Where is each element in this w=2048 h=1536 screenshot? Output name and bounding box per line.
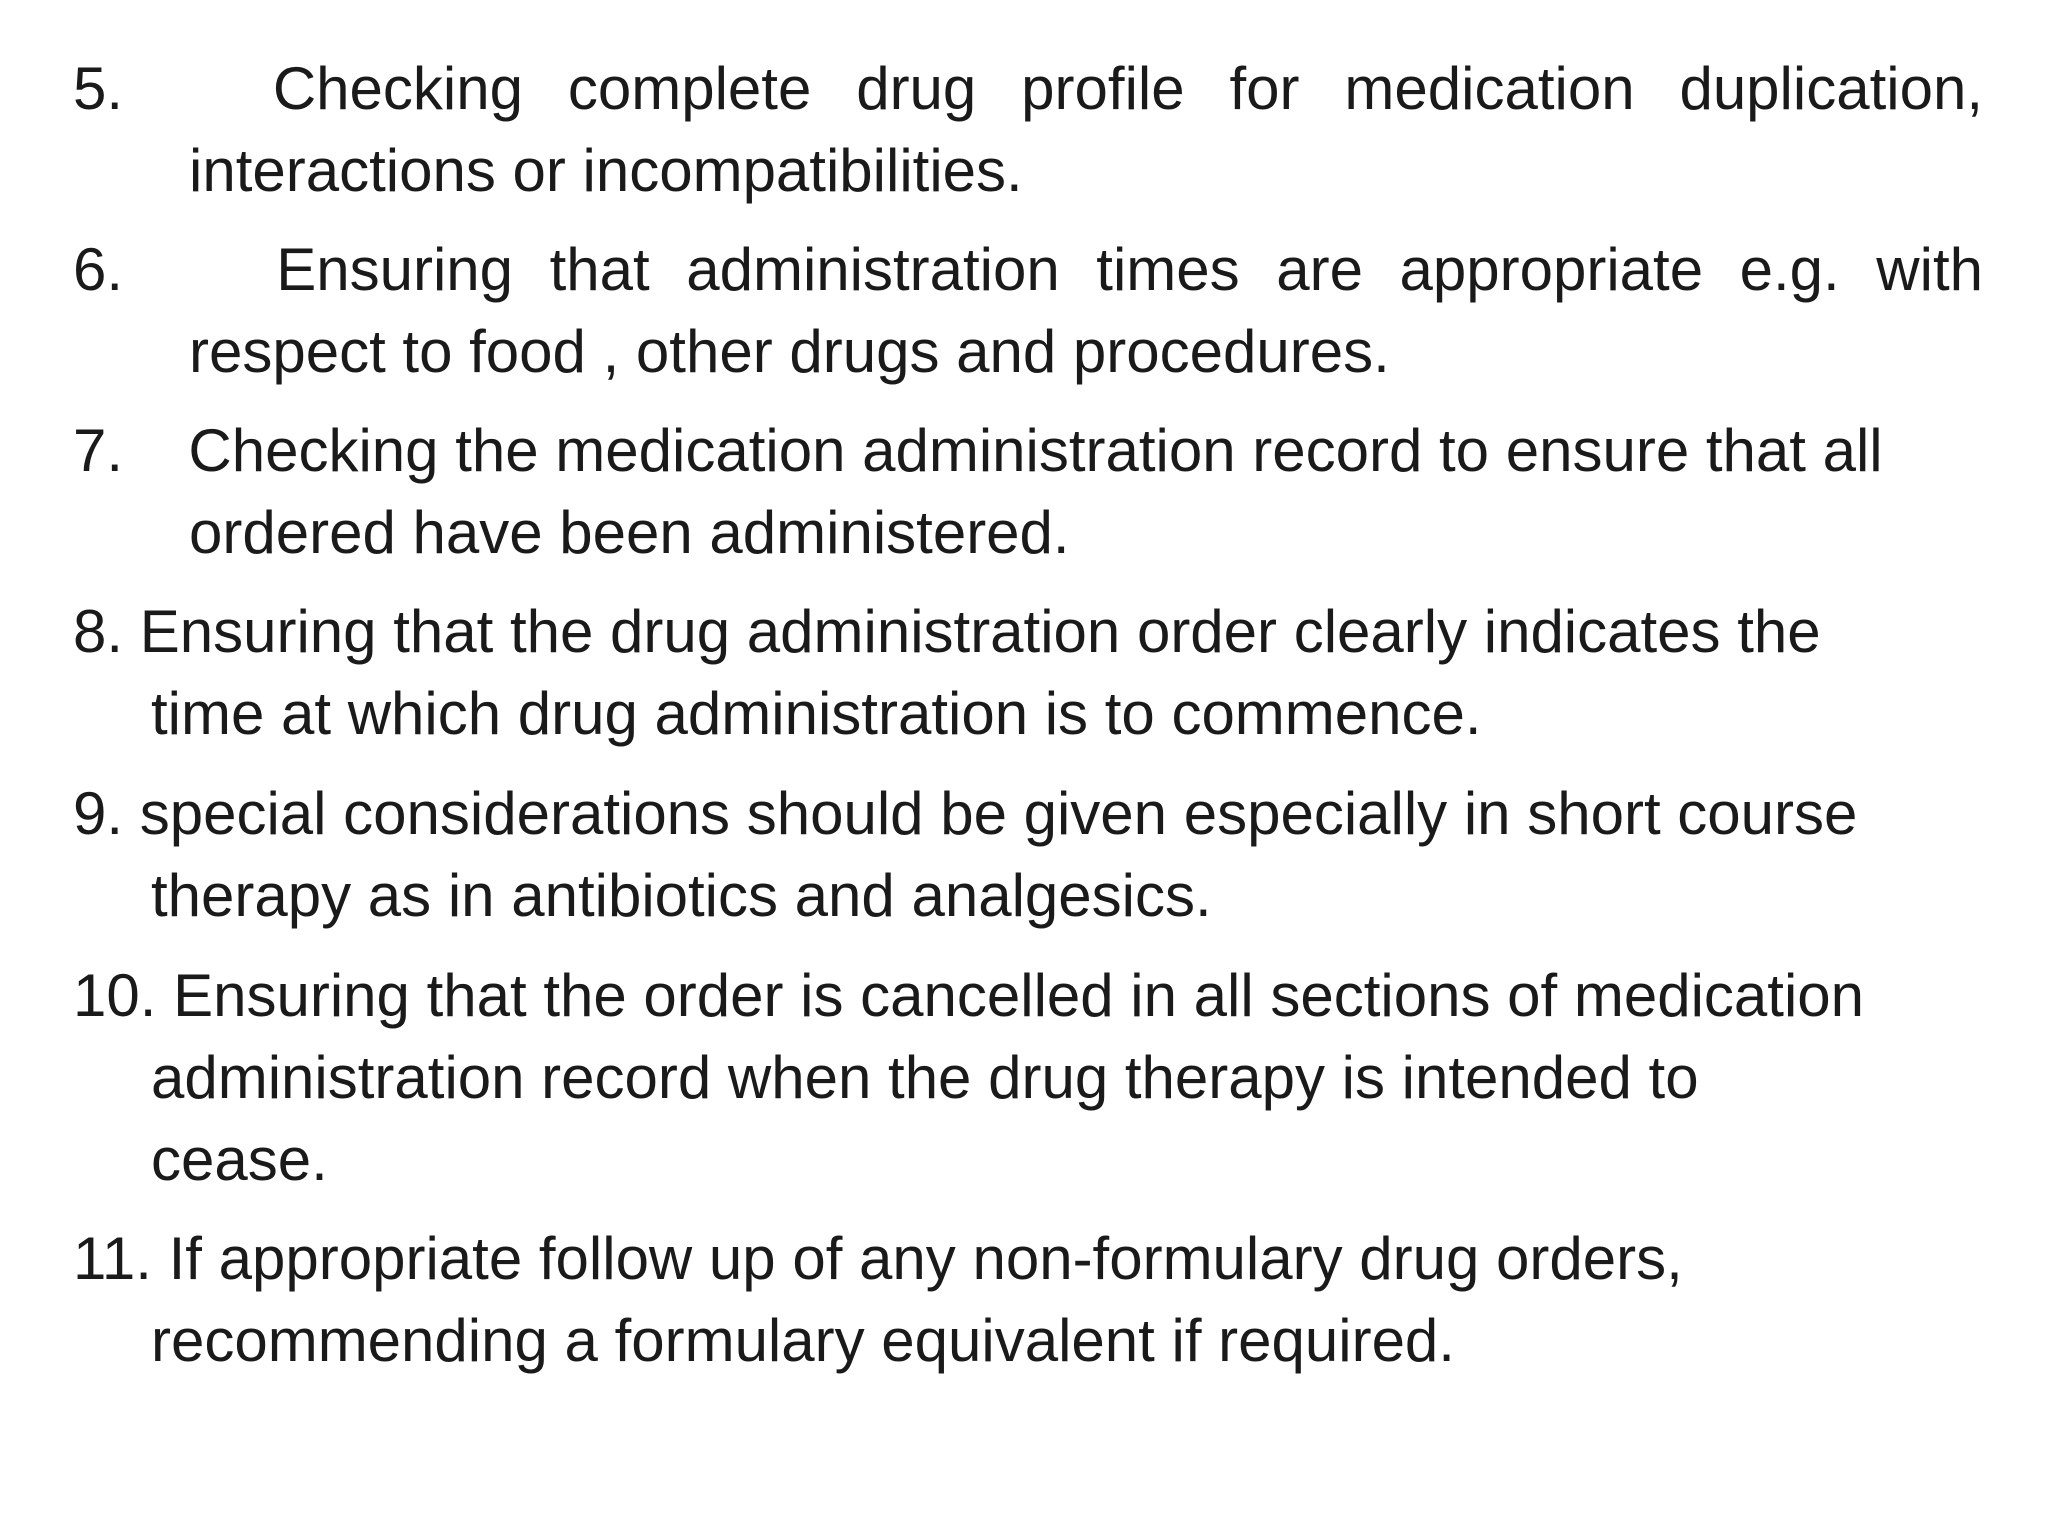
list-item-9-line-1 bbox=[73, 773, 1857, 855]
list-item-8-number: 8. bbox=[73, 598, 124, 665]
list-item-5-line-1 bbox=[73, 48, 1983, 130]
list-item-5-text-line-1: Checking complete drug profile for medication duplication, bbox=[272, 55, 1983, 122]
list-item-11-text-line-1: If appropriate follow up of any non-formulary drug orders, bbox=[168, 1225, 1683, 1292]
list-item-10 bbox=[73, 955, 1864, 1201]
list-item-6-number: 6. bbox=[73, 236, 124, 303]
list-item-11-line-2: recommending a formulary equivalent if required. bbox=[151, 1307, 1455, 1374]
list-item-7 bbox=[73, 410, 1883, 574]
list-item-7-line-1 bbox=[73, 410, 1883, 492]
list-item-9-number: 9. bbox=[73, 780, 124, 847]
list-item-10-text-line-1: Ensuring that the order is cancelled in all sections of medication bbox=[173, 962, 1865, 1029]
list-item-7-text-line-1: Checking the medication administration record to ensure that all bbox=[188, 417, 1883, 484]
list-item-5-number: 5. bbox=[73, 55, 124, 122]
list-item-10-number: 10. bbox=[73, 962, 157, 1029]
list-item-10-line-2: administration record when the drug therapy is intended to bbox=[151, 1044, 1699, 1111]
list-item-6-text-line-1: Ensuring that administration times are appropriate e.g. with bbox=[276, 236, 1983, 303]
list-item-9-text-line-1: special considerations should be given especially in short course bbox=[139, 780, 1858, 847]
list-item-10-line-1 bbox=[73, 955, 1864, 1037]
list-item-5-line-2: interactions or incompatibilities. bbox=[189, 137, 1023, 204]
list-item-9 bbox=[73, 773, 1857, 937]
list-item-11-line-1 bbox=[73, 1218, 1683, 1300]
list-item-6-line-2: respect to food , other drugs and procedures. bbox=[189, 318, 1390, 385]
list-item-9-line-2: therapy as in antibiotics and analgesics. bbox=[151, 862, 1212, 929]
list-item-10-line-3: cease. bbox=[151, 1126, 328, 1193]
list-item-8-line-1 bbox=[73, 591, 1821, 673]
list-item-5 bbox=[73, 48, 1983, 212]
list-item-8-line-2: time at which drug administration is to commence. bbox=[151, 680, 1482, 747]
list-item-7-line-2: ordered have been administered. bbox=[189, 499, 1070, 566]
list-item-7-number: 7. bbox=[73, 417, 124, 484]
list-item-11 bbox=[73, 1218, 1683, 1382]
list-item-8-text-line-1: Ensuring that the drug administration order clearly indicates the bbox=[139, 598, 1821, 665]
list-item-6-line-1 bbox=[73, 229, 1983, 311]
list-item-6 bbox=[73, 229, 1983, 393]
list-item-8 bbox=[73, 591, 1821, 755]
list-item-11-number: 11. bbox=[73, 1225, 152, 1292]
